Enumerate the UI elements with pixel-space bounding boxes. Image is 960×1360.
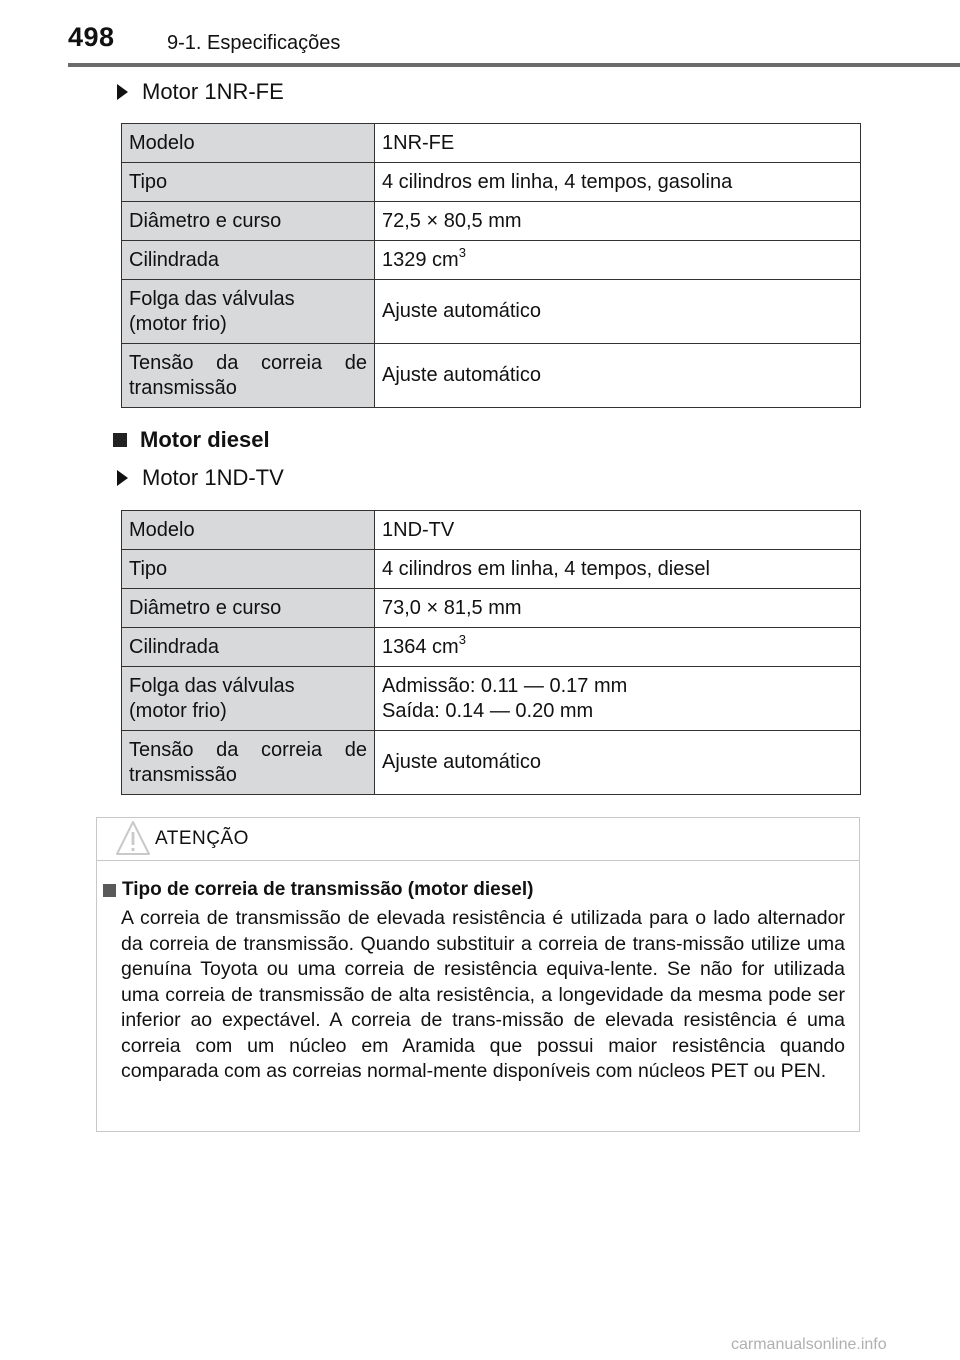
table-row — [122, 589, 861, 628]
diesel-engine-subheading — [117, 465, 284, 491]
diesel-spec-table — [121, 510, 861, 795]
spec-key-line: Tensão da correia de — [129, 738, 367, 761]
spec-value: 4 cilindros em linha, 4 tempos, gasolina — [375, 163, 861, 202]
header-rule — [68, 63, 960, 67]
spec-key-line: transmissão — [129, 376, 237, 399]
gasoline-spec-table — [121, 123, 861, 408]
spec-key-line: Tensão da correia de — [129, 351, 367, 374]
spec-value — [375, 667, 861, 731]
warning-box — [96, 817, 860, 1132]
section-title: 9-1. Especificações — [167, 32, 341, 54]
spec-key: Cilindrada — [122, 628, 375, 667]
heading-text: Motor diesel — [140, 427, 270, 452]
warning-title-text: Tipo de correia de transmissão (motor diesel) — [122, 879, 534, 900]
spec-key: Tipo — [122, 550, 375, 589]
page-number: 498 — [68, 22, 115, 52]
table-row — [122, 511, 861, 550]
spec-value — [375, 628, 861, 667]
spec-key: Modelo — [122, 124, 375, 163]
spec-value: 4 cilindros em linha, 4 tempos, diesel — [375, 550, 861, 589]
spec-key: Modelo — [122, 511, 375, 550]
spec-key: Diâmetro e curso — [122, 202, 375, 241]
warning-label: ATENÇÃO — [155, 828, 249, 849]
spec-value: 1ND-TV — [375, 511, 861, 550]
warning-header — [97, 818, 859, 861]
spec-key — [122, 344, 375, 408]
triangle-bullet-icon — [117, 84, 128, 100]
spec-key: Cilindrada — [122, 241, 375, 280]
spec-value: 1NR-FE — [375, 124, 861, 163]
square-bullet-icon — [113, 433, 127, 447]
table-row — [122, 280, 861, 344]
spec-key — [122, 731, 375, 795]
spec-value — [375, 241, 861, 280]
table-row — [122, 163, 861, 202]
spec-value-line: Saída: 0.14 — 0.20 mm — [382, 699, 594, 722]
warning-triangle-icon — [115, 819, 151, 857]
spec-key — [122, 667, 375, 731]
table-row — [122, 124, 861, 163]
spec-key-line: Folga das válvulas — [129, 674, 295, 697]
watermark: carmanualsonline.info — [731, 1336, 887, 1353]
superscript: 3 — [458, 244, 466, 260]
spec-value: 72,5 × 80,5 mm — [375, 202, 861, 241]
spec-key-line: (motor frio) — [129, 312, 227, 335]
spec-key: Tipo — [122, 163, 375, 202]
table-row — [122, 241, 861, 280]
table-row — [122, 628, 861, 667]
spec-value: Ajuste automático — [375, 280, 861, 344]
spec-key — [122, 280, 375, 344]
table-row — [122, 731, 861, 795]
superscript: 3 — [458, 631, 466, 647]
spec-key-line: Folga das válvulas — [129, 287, 295, 310]
subheading-text: Motor 1NR-FE — [142, 79, 284, 104]
table-row — [122, 667, 861, 731]
table-row — [122, 202, 861, 241]
spec-value-line: Admissão: 0.11 — 0.17 mm — [382, 674, 628, 697]
table-row — [122, 344, 861, 408]
displacement-value: 1364 cm — [382, 635, 459, 658]
triangle-bullet-icon — [117, 470, 128, 486]
spec-value: 73,0 × 81,5 mm — [375, 589, 861, 628]
gasoline-engine-subheading — [117, 79, 284, 105]
spec-key-line: transmissão — [129, 763, 237, 786]
spec-value: Ajuste automático — [375, 344, 861, 408]
table-row — [122, 550, 861, 589]
subheading-text: Motor 1ND-TV — [142, 465, 284, 490]
square-bullet-icon — [103, 884, 116, 897]
warning-title — [103, 879, 533, 901]
diesel-heading — [113, 427, 270, 453]
displacement-value: 1329 cm — [382, 248, 459, 271]
spec-key: Diâmetro e curso — [122, 589, 375, 628]
spec-value: Ajuste automático — [375, 731, 861, 795]
spec-key-line: (motor frio) — [129, 699, 227, 722]
warning-text: A correia de transmissão de elevada resistência é utilizada para o lado alternador da correia de transmissão. Quando substituir a correia de trans-missão utilize uma genuína Toyota ou uma correia de resistência equiva-lente. Se não for utilizada uma correia de transmissão de alta resistência, a longevidade da mesma pode ser inferior ao expectável. A correia de trans-missão de elevada resistência é uma correia com um núcleo em Aramida que possui maior resistência quando comparada com as correias normal-mente disponíveis com núcleos PET ou PEN. — [121, 907, 845, 1082]
